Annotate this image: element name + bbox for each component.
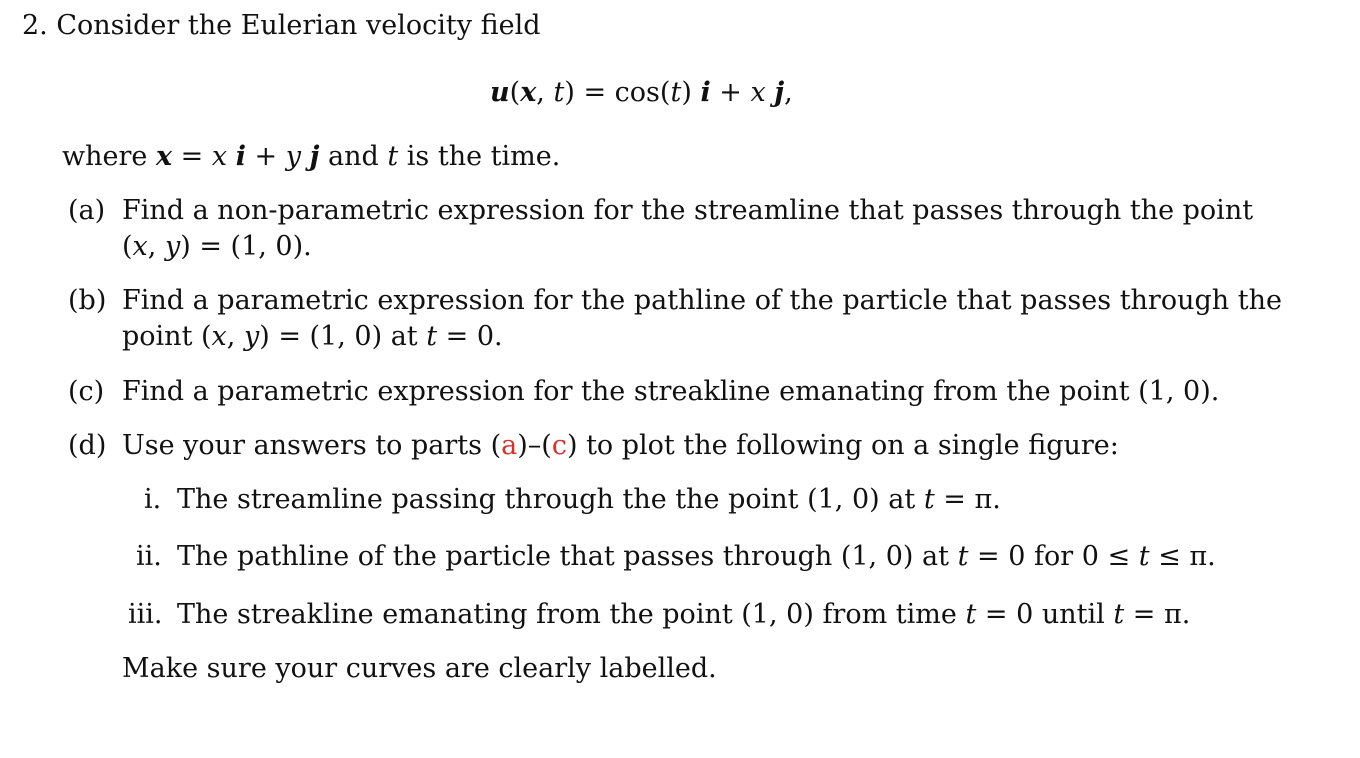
where-rest: is the time. <box>398 141 561 172</box>
eq-x-var: x <box>750 77 766 108</box>
part-b-prefix: point ( <box>122 321 212 352</box>
part-d-label: (d) <box>68 430 107 461</box>
item-ii-before: The pathline of the particle that passes through (1, 0) at <box>177 541 958 572</box>
item-ii-label: ii. <box>136 541 162 572</box>
part-b-line1: Find a parametric expression for the pathline of the particle that passes through the <box>122 285 1282 316</box>
part-a-y: y <box>164 231 181 262</box>
part-d-after: ) to plot the following on a single figure: <box>566 430 1119 461</box>
item-iii-before: The streakline emanating from the point (1, 0) from time <box>177 599 966 630</box>
where-y: y <box>285 141 302 172</box>
part-d-text <box>122 430 1119 462</box>
item-ii-t2: t <box>1138 541 1150 572</box>
part-b-t: t <box>426 321 438 352</box>
where-and: and <box>319 141 388 172</box>
part-b-comma: , <box>226 321 244 352</box>
item-ii-t1: t <box>957 541 969 572</box>
item-i-t: t <box>923 484 935 515</box>
item-iii-after: = π. <box>1124 599 1191 630</box>
question-header: 2. Consider the Eulerian velocity field <box>22 10 541 41</box>
eq-cos: cos( <box>614 77 671 108</box>
eq-cos-t: t <box>670 77 682 108</box>
part-a-line2 <box>122 231 312 263</box>
item-iii-t1: t <box>965 599 977 630</box>
item-ii-mid: = 0 for 0 ≤ <box>968 541 1139 572</box>
part-b-y: y <box>243 321 260 352</box>
velocity-vector-u: u <box>490 77 510 108</box>
eq-paren-open: ( <box>509 77 521 108</box>
part-b-x: x <box>211 321 227 352</box>
part-d-mid: )–( <box>517 430 552 461</box>
where-plus: + <box>245 141 286 172</box>
eq-cos-close: ) <box>681 77 701 108</box>
part-a-open: ( <box>122 231 133 262</box>
where-eq: = <box>172 141 212 172</box>
closing-instruction: Make sure your curves are clearly labelled. <box>122 653 717 684</box>
part-a-x: x <box>132 231 148 262</box>
part-b-mid: ) = (1, 0) at <box>259 321 427 352</box>
where-sp2 <box>301 141 310 172</box>
where-sp1 <box>227 141 236 172</box>
where-j: j <box>309 141 320 172</box>
part-a-label: (a) <box>68 195 106 226</box>
item-i-text <box>177 484 1001 516</box>
part-a-rest: ) = (1, 0). <box>180 231 312 262</box>
item-iii-mid: = 0 until <box>976 599 1114 630</box>
item-i-before: The streamline passing through the the point (1, 0) at <box>177 484 924 515</box>
part-c-reference-link[interactable]: c <box>551 430 567 461</box>
part-a-line1: Find a non-parametric expression for the streamline that passes through the point <box>122 195 1254 226</box>
velocity-field-equation <box>490 77 793 109</box>
part-d-before: Use your answers to parts ( <box>122 430 502 461</box>
where-i: i <box>235 141 246 172</box>
part-a-comma: , <box>147 231 165 262</box>
part-c-text: Find a parametric expression for the streakline emanating from the point (1, 0). <box>122 376 1220 407</box>
part-c-label: (c) <box>68 376 105 407</box>
item-ii-after: ≤ π. <box>1149 541 1216 572</box>
eq-t: t <box>553 77 565 108</box>
item-ii-text <box>177 541 1216 573</box>
eq-equals: = <box>574 77 615 108</box>
eq-plus: + <box>710 77 751 108</box>
part-b-label: (b) <box>68 285 107 316</box>
where-t: t <box>387 141 399 172</box>
position-vector-x: x <box>520 77 537 108</box>
item-iii-label: iii. <box>128 599 163 630</box>
part-b-rest: = 0. <box>437 321 503 352</box>
item-iii-t2: t <box>1113 599 1125 630</box>
eq-comma: , <box>536 77 554 108</box>
eq-paren-close: ) <box>564 77 575 108</box>
unit-vector-i: i <box>700 77 711 108</box>
item-iii-text <box>177 599 1190 631</box>
part-b-line2 <box>122 321 503 353</box>
item-i-label: i. <box>144 484 162 515</box>
unit-vector-j: j <box>774 77 785 108</box>
position-vector: x <box>155 141 173 172</box>
eq-trailing: , <box>784 77 793 108</box>
where-x: x <box>211 141 228 172</box>
item-i-after: = π. <box>934 484 1001 515</box>
where-word: where <box>62 141 156 172</box>
part-a-reference-link[interactable]: a <box>501 430 518 461</box>
definition-line <box>62 141 560 173</box>
